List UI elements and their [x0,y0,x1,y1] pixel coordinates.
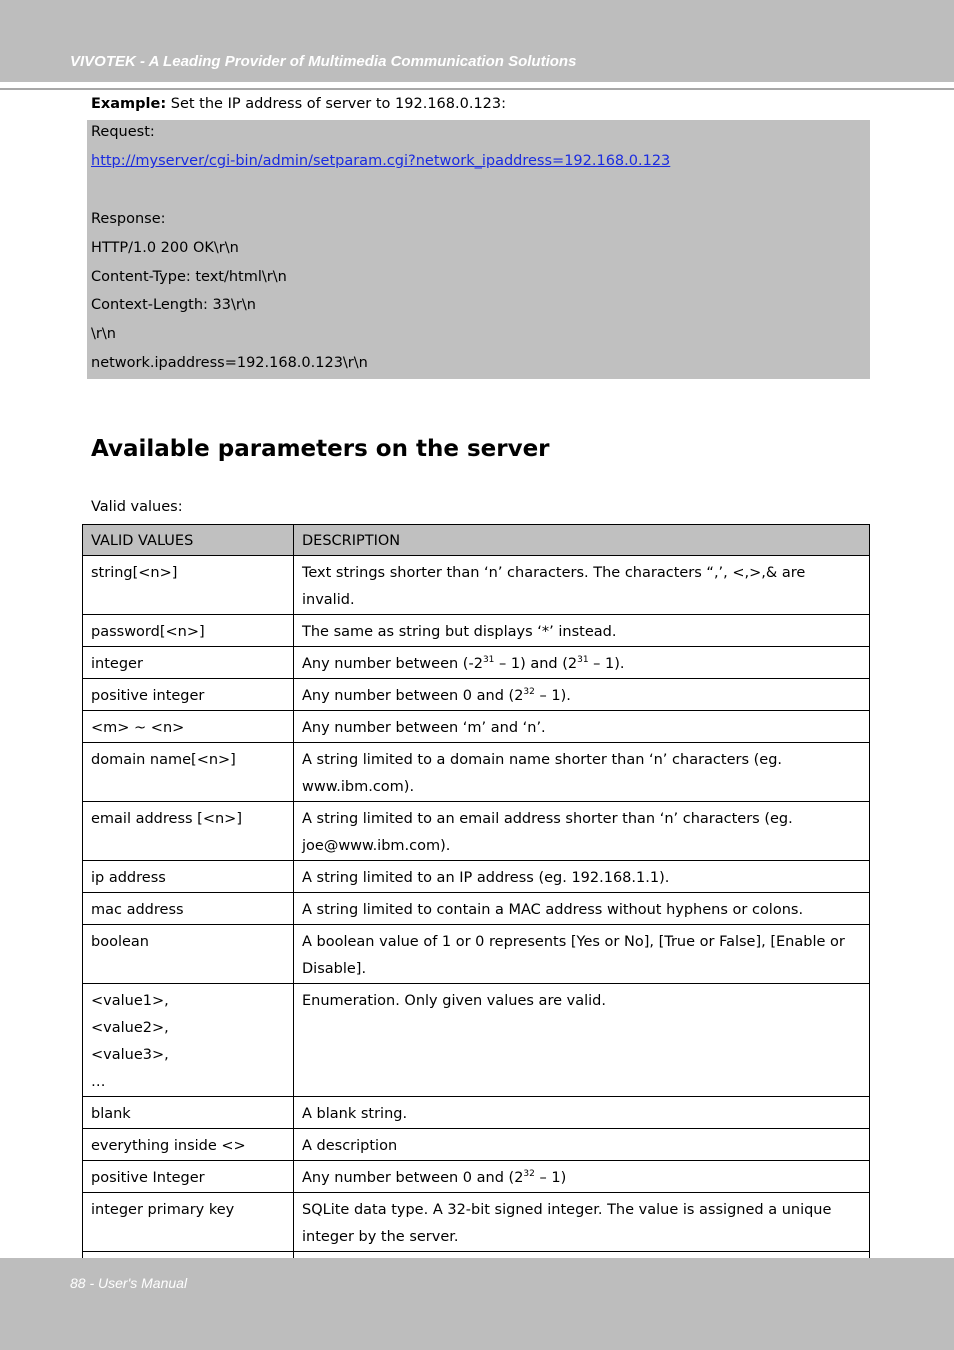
table-row [83,893,870,925]
description-cell [294,647,870,679]
enum-value: <value1>, [91,993,169,1009]
desc-part: Any number between 0 and (2 [302,1170,524,1186]
header-title: VIVOTEK - A Leading Provider of Multimedia Communication Solutions [70,53,577,70]
table-row [83,556,870,615]
value-cell [83,984,294,1097]
response-line: Context-Length: 33\r\n [91,297,256,313]
description-cell: A string limited to contain a MAC address without hyphens or colons. [294,893,870,925]
desc-part: Any number between (-2 [302,656,483,672]
table-row [83,1193,870,1252]
code-example-box [87,120,870,379]
valid-values-table [82,524,870,1311]
description-cell: Enumeration. Only given values are valid. [294,984,870,1097]
example-text: Set the IP address of server to 192.168.0.123: [166,96,507,112]
desc-part: – 1). [534,688,571,704]
table-row [83,711,870,743]
table-row [83,679,870,711]
description-cell: Text strings shorter than ‘n’ characters. The characters “,’, <,>,& are invalid. [294,556,870,615]
value-cell: positive integer [83,679,294,711]
header-divider [0,88,954,90]
column-header-description: DESCRIPTION [294,525,870,556]
page-footer [0,1258,954,1350]
exponent: 32 [523,687,535,698]
description-cell: The same as string but displays ‘*’ instead. [294,615,870,647]
table-row [83,647,870,679]
value-cell: domain name[<n>] [83,743,294,802]
value-cell: ip address [83,861,294,893]
footer-page-label: 88 - User's Manual [70,1275,188,1291]
table-header-row [83,525,870,556]
desc-part: – 1) [534,1170,567,1186]
table-row [83,1129,870,1161]
response-line: \r\n [91,326,116,342]
exponent: 31 [577,655,589,666]
response-line: HTTP/1.0 200 OK\r\n [91,240,239,256]
table-row [83,861,870,893]
response-line: Content-Type: text/html\r\n [91,269,287,285]
description-cell [294,679,870,711]
table-row [83,802,870,861]
section-title: Available parameters on the server [91,436,550,462]
exponent: 32 [523,1169,535,1180]
table-row [83,1097,870,1129]
description-cell [294,1161,870,1193]
example-label: Example: [91,96,167,112]
request-label: Request: [91,124,155,140]
description-cell: A blank string. [294,1097,870,1129]
table-row [83,984,870,1097]
page-header [0,0,954,82]
table-row [83,615,870,647]
enum-value: <value3>, [91,1047,169,1063]
response-label: Response: [91,211,166,227]
table-row [83,925,870,984]
value-cell: password[<n>] [83,615,294,647]
desc-part: – 1). [588,656,625,672]
response-line: network.ipaddress=192.168.0.123\r\n [91,355,368,371]
example-intro [91,96,506,112]
description-cell: Any number between ‘m’ and ‘n’. [294,711,870,743]
description-cell: A string limited to an IP address (eg. 192.168.1.1). [294,861,870,893]
exponent: 31 [482,655,495,666]
description-cell: A string limited to an email address shorter than ‘n’ characters (eg. joe@www.ibm.com). [294,802,870,861]
column-header-valid-values: VALID VALUES [83,525,294,556]
desc-part: Any number between 0 and (2 [302,688,524,704]
value-cell: integer [83,647,294,679]
description-cell: A description [294,1129,870,1161]
value-cell: email address [<n>] [83,802,294,861]
description-cell: SQLite data type. A 32-bit signed integer. The value is assigned a unique integer by the server. [294,1193,870,1252]
enum-value: … [91,1074,106,1090]
table-row [83,743,870,802]
value-cell: boolean [83,925,294,984]
enum-value: <value2>, [91,1020,169,1036]
table-row [83,1161,870,1193]
description-cell: A boolean value of 1 or 0 represents [Yes or No], [True or False], [Enable or Disable]. [294,925,870,984]
value-cell: everything inside <> [83,1129,294,1161]
valid-values-label: Valid values: [91,499,183,515]
value-cell: <m> ~ <n> [83,711,294,743]
value-cell: mac address [83,893,294,925]
desc-part: – 1) and (2 [494,656,578,672]
value-cell: string[<n>] [83,556,294,615]
request-url-link[interactable]: http://myserver/cgi-bin/admin/setparam.cgi?network_ipaddress=192.168.0.123 [91,153,671,169]
value-cell: integer primary key [83,1193,294,1252]
value-cell: positive Integer [83,1161,294,1193]
description-cell: A string limited to a domain name shorter than ‘n’ characters (eg. www.ibm.com). [294,743,870,802]
value-cell: blank [83,1097,294,1129]
